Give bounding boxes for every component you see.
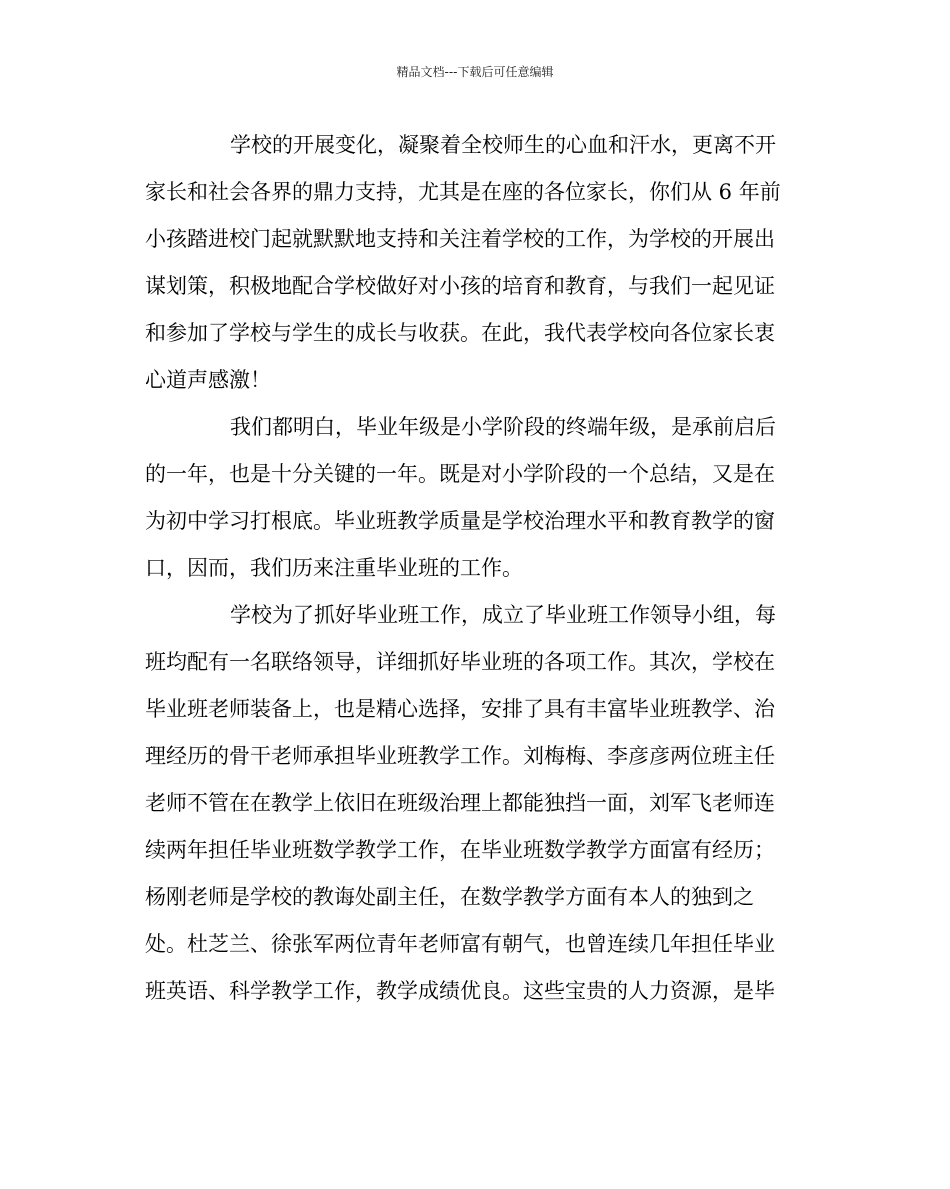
paragraph-1-line-3: 小孩踏进校门起就默默地支持和关注着学校的工作，为学校的开展出 xyxy=(145,227,775,251)
paragraph-3-line-2: 班均配有一名联络领导，详细抓好毕业班的各项工作。其次，学校在 xyxy=(145,650,775,674)
page-header: 精品文档---下载后可任意编辑 xyxy=(396,65,554,79)
paragraph-2-line-2: 的一年，也是十分关键的一年。既是对小学阶段的一个总结，又是在 xyxy=(145,462,775,486)
paragraph-2-line-1: 我们都明白，毕业年级是小学阶段的终端年级，是承前启后 xyxy=(230,415,776,439)
paragraph-3-line-4: 理经历的骨干老师承担毕业班教学工作。刘梅梅、李彦彦两位班主任 xyxy=(145,744,775,768)
paragraph-3-line-5: 老师不管在在教学上依旧在班级治理上都能独挡一面，刘军飞老师连 xyxy=(145,791,775,815)
paragraph-1-line-2: 家长和社会各界的鼎力支持，尤其是在座的各位家长，你们从 6 年前 xyxy=(145,180,781,204)
paragraph-3-line-9: 班英语、科学教学工作，教学成绩优良。这些宝贵的人力资源，是毕 xyxy=(145,979,775,1003)
paragraph-3-line-1: 学校为了抓好毕业班工作，成立了毕业班工作领导小组，每 xyxy=(230,603,776,627)
paragraph-3-line-7: 杨刚老师是学校的教诲处副主任，在数学教学方面有本人的独到之 xyxy=(145,885,754,909)
paragraph-1-line-6: 心道声感激！ xyxy=(145,368,271,392)
paragraph-1-line-4: 谋划策，积极地配合学校做好对小孩的培育和教育，与我们一起见证 xyxy=(145,274,775,298)
paragraph-1-line-1: 学校的开展变化，凝聚着全校师生的心血和汗水，更离不开 xyxy=(230,133,776,157)
paragraph-2-line-4: 口，因而，我们历来注重毕业班的工作。 xyxy=(145,556,523,580)
paragraph-3-line-8: 处。杜芝兰、徐张军两位青年老师富有朝气，也曾连续几年担任毕业 xyxy=(145,932,775,956)
paragraph-1-line-5: 和参加了学校与学生的成长与收获。在此，我代表学校向各位家长衷 xyxy=(145,321,775,345)
paragraph-3-line-3: 毕业班老师装备上，也是精心选择，安排了具有丰富毕业班教学、治 xyxy=(145,697,775,721)
paragraph-2-line-3: 为初中学习打根底。毕业班教学质量是学校治理水平和教育教学的窗 xyxy=(145,509,775,533)
paragraph-3-line-6: 续两年担任毕业班数学教学工作，在毕业班数学教学方面富有经历； xyxy=(145,838,775,862)
document-body xyxy=(145,122,805,1015)
